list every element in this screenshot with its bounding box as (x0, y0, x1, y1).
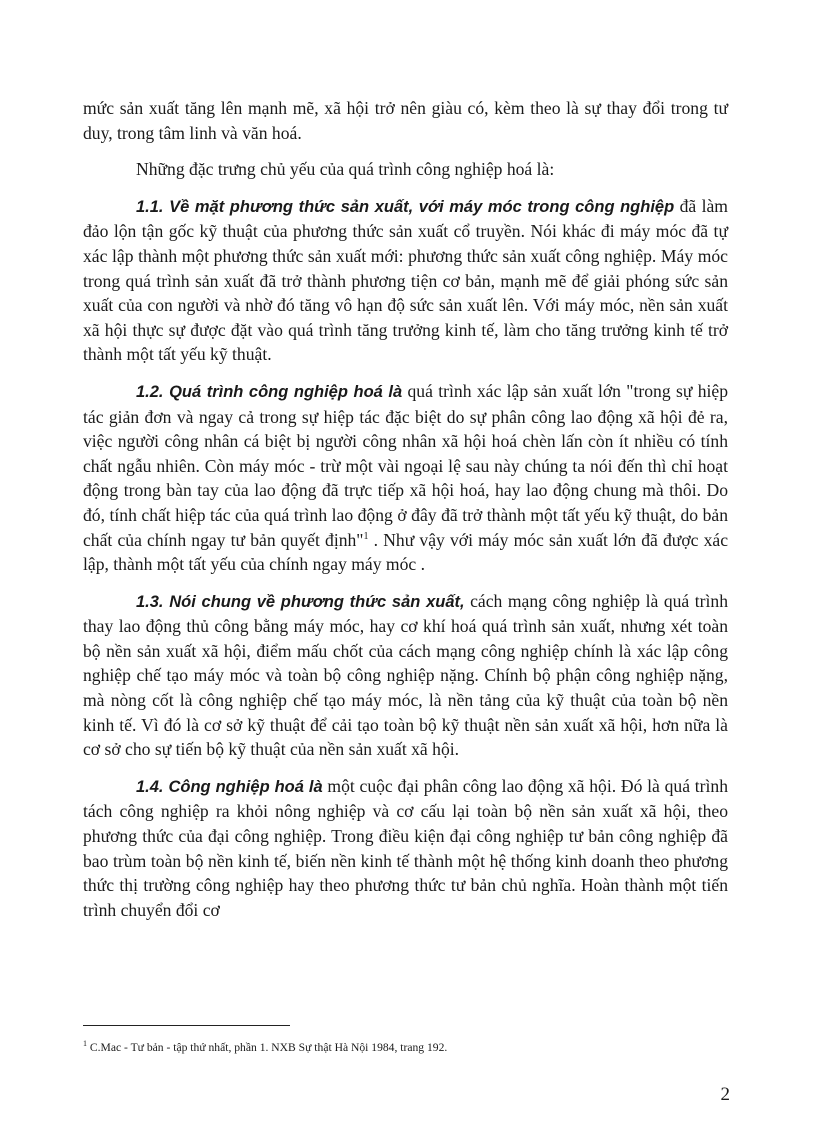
section-1-2 (83, 379, 728, 577)
footnote (83, 1041, 728, 1055)
section-1-1-heading: 1.1. Về mặt phương thức sản xuất, với máy móc trong công nghiệp (136, 197, 675, 216)
section-1-4 (83, 774, 728, 923)
section-1-1 (83, 194, 728, 367)
section-1-3 (83, 589, 728, 762)
section-1-3-body: cách mạng công nghiệp là quá trình thay lao động thủ công bằng máy móc, hay cơ khí hoá quá trình sản xuất, nhưng xét toàn bộ nền sản xuất xã hội, điểm mấu chốt của cách mạng công nghiệp chính là xác lập công nghiệp chế tạo máy móc và toàn bộ công nghiệp nặng. Chính bộ phận công nghiệp nặng, mà nòng cốt là công nghiệp chế tạo máy móc, là nền tảng của kỹ thuật của toàn bộ nền kinh tế. Vì đó là cơ sở kỹ thuật để cải tạo toàn bộ kỹ thuật nền sản xuất xã hội, hơn nữa là cơ sở cho sự tiến bộ kỹ thuật của nền sản xuất xã hội. (83, 590, 728, 760)
section-1-1-body: đã làm đảo lộn tận gốc kỹ thuật của phương thức sản xuất cổ truyền. Nói khác đi máy móc đã tự xác lập thành một phương thức sản xuất mới: phương thức sản xuất công nghiệp. Máy móc trong quá trình sản xuất đã trở thành phương tiện cơ bản, mạnh mẽ để giải phóng sức sản xuất của con người và nhờ đó tăng vô hạn độ sức sản xuất lên. Với máy móc, nền sản xuất xã hội thực sự được đặt vào quá trình tăng trưởng kinh tế, làm cho tăng trưởng kinh tế trở thành một tất yếu kỹ thuật. (83, 195, 728, 365)
page-number: 2 (720, 1084, 730, 1105)
section-1-2-body-after: . Như vậy với máy móc sản xuất lớn đã được xác lập, thành một tất yếu của chính ngay máy móc . (83, 529, 729, 575)
section-1-4-heading: 1.4. Công nghiệp hoá là (136, 777, 323, 796)
footnote-number: 1 (83, 1039, 87, 1049)
section-1-2-heading: 1.2. Quá trình công nghiệp hoá là (136, 382, 403, 401)
section-1-3-heading: 1.3. Nói chung về phương thức sản xuất, (136, 592, 465, 611)
page-body (83, 96, 728, 922)
footnote-text: C.Mac - Tư bản - tập thứ nhất, phần 1. NXB Sự thật Hà Nội 1984, trang 192. (87, 1041, 448, 1054)
section-1-4-body: một cuộc đại phân công lao động xã hội. Đó là quá trình tách công nghiệp ra khỏi nông nghiệp và cơ cấu lại toàn bộ nền sản xuất xã hội, theo phương thức của đại công nghiệp. Trong điều kiện đại công nghiệp tư bản công nghiệp đã bao trùm toàn bộ nền kinh tế, biến nền kinh tế thành một hệ thống kinh doanh theo phương thức thị trường công nghiệp hay theo phương thức tư bản chủ nghĩa. Hoàn thành một tiến trình chuyển đổi cơ (83, 775, 729, 920)
lead-paragraph: Những đặc trưng chủ yếu của quá trình công nghiệp hoá là: (136, 159, 555, 180)
section-1-2-body: quá trình xác lập sản xuất lớn "trong sự hiệp tác giản đơn và ngay cả trong sự hiệp tác đặc biệt do sự phân công lao động xã hội đẻ ra, việc người công nhân cá biệt bị người công nhân xã hội hoá chèn lấn còn ít nhiều có tính chất ngẫu nhiên. Còn máy móc - trừ một vài ngoại lệ sau này chúng ta nói đến thì chỉ hoạt động trong bàn tay của lao động đã trực tiếp xã hội hoá, hay lao động chung mà thôi. Do đó, tính chất hiệp tác của quá trình lao động ở đây đã trở thành một tất yếu kỹ thuật, do bản chất của chính ngay tư bản quyết định" (83, 380, 729, 550)
footnote-reference[interactable]: 1 (363, 530, 369, 542)
intro-paragraph: mức sản xuất tăng lên mạnh mẽ, xã hội trở nên giàu có, kèm theo là sự thay đổi trong tư duy, trong tâm linh và văn hoá. (83, 98, 728, 143)
footnote-divider (83, 1025, 290, 1026)
